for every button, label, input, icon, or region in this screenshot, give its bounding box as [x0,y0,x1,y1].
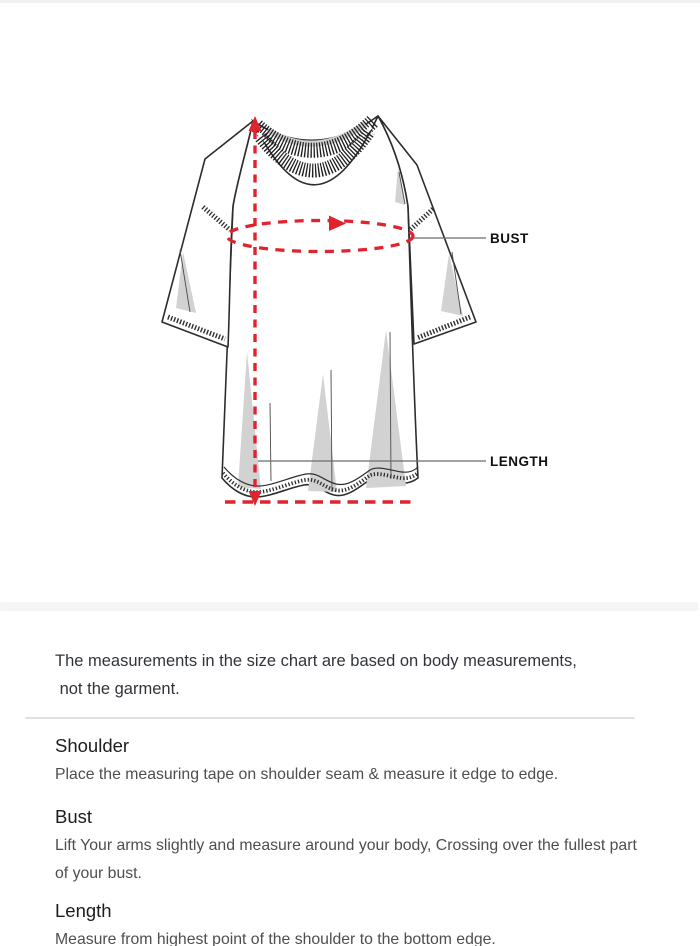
length-label: LENGTH [490,454,549,469]
section-shoulder-title: Shoulder [55,735,130,756]
section-length-title: Length [55,900,112,921]
section-bust-description: Lift Your arms slightly and measure around your body, Crossing over the fullest part of your bust. [55,837,637,882]
section-bust-title: Bust [55,806,93,827]
bust-label: BUST [490,231,529,246]
section-shoulder [55,734,640,789]
section-length [55,899,640,946]
section-divider-bar [0,602,698,611]
measurement-note [55,648,577,703]
measure-labels [490,231,549,469]
horizontal-divider [25,717,635,719]
section-shoulder-description: Place the measuring tape on shoulder seam & measure it edge to edge. [55,766,559,783]
note-line-1: The measurements in the size chart are based on body measurements, [55,652,577,670]
note-line-2: not the garment. [55,679,180,698]
section-bust [55,805,640,888]
section-length-description: Measure from highest point of the shoulder to the bottom edge. [55,931,496,946]
